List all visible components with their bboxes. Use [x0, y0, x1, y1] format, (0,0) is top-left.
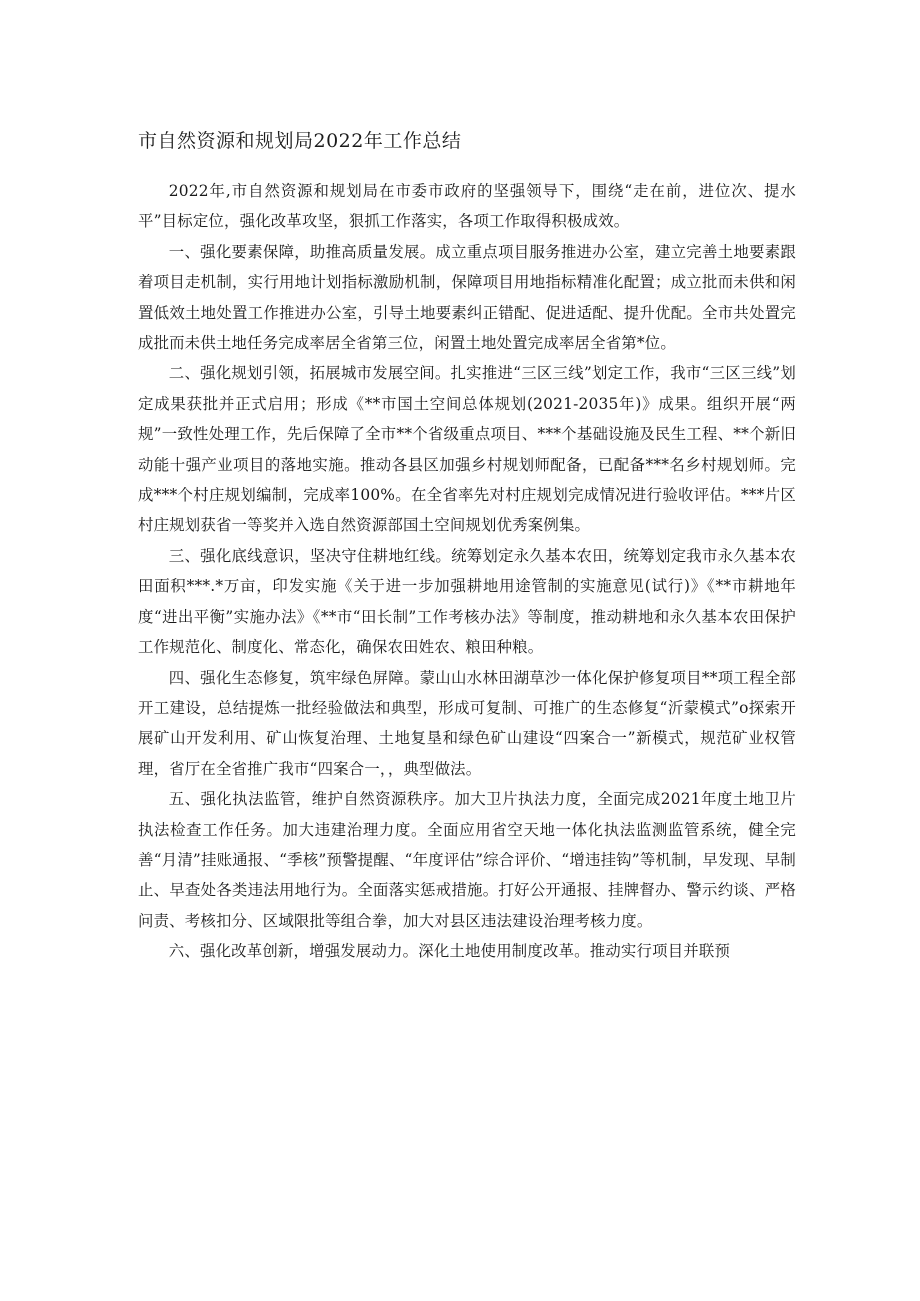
paragraph-section-5: 五、强化执法监管，维护自然资源秩序。加大卫片执法力度，全面完成2021年度土地卫片执法检查工作任务。加大违建治理力度。全面应用省空天地一体化执法监测监管系统，健全完善“月清”挂账通报、“季核”预警提醒、“年度评估”综合评价、“增违挂钩”等机制，早发现、早制止、早查处各类违法用地行为。全面落实惩戒措施。打好公开通报、挂牌督办、警示约谈、严格问责、考核扣分、区域限批等组合拳，加大对县区违法建设治理考核力度。 — [138, 790, 796, 930]
paragraph-section-4: 四、强化生态修复，筑牢绿色屏障。蒙山山水林田湖草沙一体化保护修复项目**项工程全部开工建设，总结提炼一批经验做法和典型，形成可复制、可推广的生态修复“沂蒙模式”o探索开展矿山开发利用、矿山恢复治理、土地复垦和绿色矿山建设“四案合一”新模式，规范矿业权管理，省厅在全省推广我市“四案合一，，典型做法。 — [138, 668, 796, 778]
paragraph-intro: 2022年,市自然资源和规划局在市委市政府的坚强领导下，围绕“走在前，进位次、提水平”目标定位，强化改革攻坚，狠抓工作落实，各项工作取得积极成效。 — [138, 182, 796, 231]
document-title: 市自然资源和规划局2022年工作总结 — [138, 130, 462, 152]
paragraph-section-3: 三、强化底线意识，坚决守住耕地红线。统筹划定永久基本农田，统筹划定我市永久基本农田面积***.*万亩，印发实施《关于进一步加强耕地用途管制的实施意见(试行)》《**市耕地年度“进出平衡”实施办法》《**市“田长制”工作考核办法》等制度，推动耕地和永久基本农田保护工作规范化、制度化、常态化，确保农田姓农、粮田种粮。 — [138, 546, 796, 657]
paragraph-section-1: 一、强化要素保障，助推高质量发展。成立重点项目服务推进办公室，建立完善土地要素跟着项目走机制，实行用地计划指标激励机制，保障项目用地指标精准化配置；成立批而未供和闲置低效土地处置工作推进办公室，引导土地要素纠正错配、促进适配、提升优配。全市共处置完成批而未供土地任务完成率居全省第三位，闲置土地处置完成率居全省第*位。 — [138, 242, 796, 353]
paragraph-section-2: 二、强化规划引领，拓展城市发展空间。扎实推进“三区三线”划定工作，我市“三区三线”划定成果获批并正式启用；形成《**市国土空间总体规划(2021-2035年)》成果。组织开展“两规”一致性处理工作，先后保障了全市**个省级重点项目、***个基础设施及民生工程、**个新旧动能十强产业项目的落地实施。推动各县区加强乡村规划师配备，已配备***名乡村规划师。完成***个村庄规划编制，完成率100%。在全省率先对村庄规划完成情况进行验收评估。***片区村庄规划获省一等奖并入选自然资源部国土空间规划优秀案例集。 — [138, 364, 796, 535]
paragraph-section-6: 六、强化改革创新，增强发展动力。深化土地使用制度改革。推动实行项目并联预 — [168, 942, 731, 961]
document-body — [138, 176, 796, 967]
